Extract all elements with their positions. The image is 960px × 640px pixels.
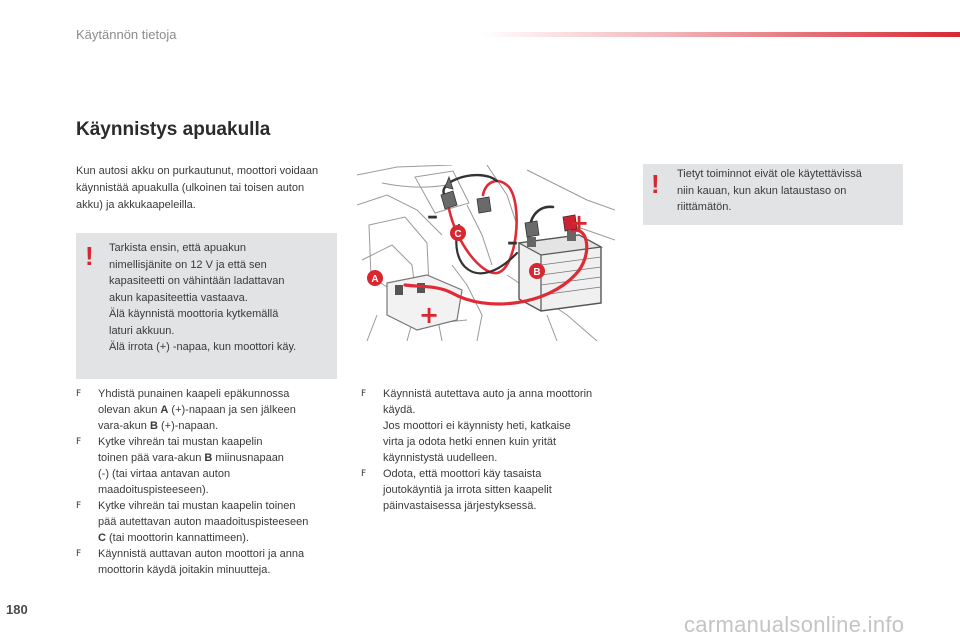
minus-sign: – [427,204,438,229]
watermark: carmanualsonline.info [684,612,905,637]
step-item [76,498,338,546]
jump-start-illustration [357,165,615,341]
step-text: (tai moottorin kannattimeen). [105,532,250,544]
warning-box-battery [76,233,337,379]
plus-sign: + [419,301,440,329]
section-header: Käytännön tietoja [76,27,177,42]
step-marker: F [361,389,367,399]
step-item [76,546,338,578]
step-bold-label: B [204,452,213,464]
step-text: (+)-napaan. [157,420,219,432]
steps-list-left [76,386,338,578]
step-item [361,466,623,514]
step-text: (+)-napaan ja sen jälkeen vara-akun [98,404,296,432]
page-title: Käynnistys apuakulla [76,119,271,140]
warning-icon: ! [651,169,660,199]
step-marker: F [76,501,82,511]
step-text: Odota, että moottori käy tasaista joutokäyntiä ja irrota sitten kaapelit päinvastaisessa järjestyksessä. [383,468,552,512]
step-item [76,386,338,434]
step-marker: F [76,437,82,447]
step-marker: F [76,389,82,399]
steps-list-right [361,386,623,514]
step-text: Käynnistä auttavan auton moottori ja anna moottorin käydä joitakin minuutteja. [98,548,305,576]
step-text: Kytke vihreän tai mustan kaapelin toinen pää vara-akun [98,436,263,464]
label-c: C [454,229,462,240]
step-text: Yhdistä punainen kaapeli epäkunnossa olevan akun [98,388,290,416]
warning-box-functions [643,164,903,225]
label-a: A [371,274,379,285]
page-number: 180 [6,602,28,617]
step-item [361,386,623,466]
label-b: B [533,267,541,278]
header-accent-bar [480,32,960,37]
step-marker: F [361,469,367,479]
step-text: miinusnapaan (-) (tai virtaa antavan auton maadoituspisteeseen). [98,452,284,496]
step-bold-label: C [98,532,106,544]
plus-sign: + [569,209,590,237]
warning-text: Tarkista ensin, että apuakun nimellisjänite on 12 V ja että sen kapasiteetti on vähintään ladattavan akun kapasiteettia vastaava. Älä käynnistä moottoria kytkemällä laturi akkuun. Älä irrota (+) -napaa, kun moottori käy. [109,242,297,353]
callout-labels [367,225,545,286]
step-marker: F [76,549,82,559]
minus-sign: – [507,230,518,255]
step-text: Kytke vihreän tai mustan kaapelin toinen pää autettavan auton maadoituspisteeseen [98,500,309,528]
warning-icon: ! [85,241,94,271]
step-item [76,434,338,498]
warning-text: Tietyt toiminnot eivät ole käytettävissä niin kauan, kun akun lataustaso on riittämätön. [677,168,862,213]
intro-paragraph: Kun autosi akku on purkautunut, moottori voidaan käynnistää apuakulla (ulkoinen tai toisen auton akku) ja akkukaapeleilla. [76,165,319,211]
step-text: Käynnistä autettava auto ja anna moottorin käydä. Jos moottori ei käynnisty heti, katkaise virta ja odota hetki ennen kuin yrität käynnistystä uudelleen. [383,388,593,464]
step-bold-label: B [149,420,158,432]
step-bold-label: A [160,404,169,416]
